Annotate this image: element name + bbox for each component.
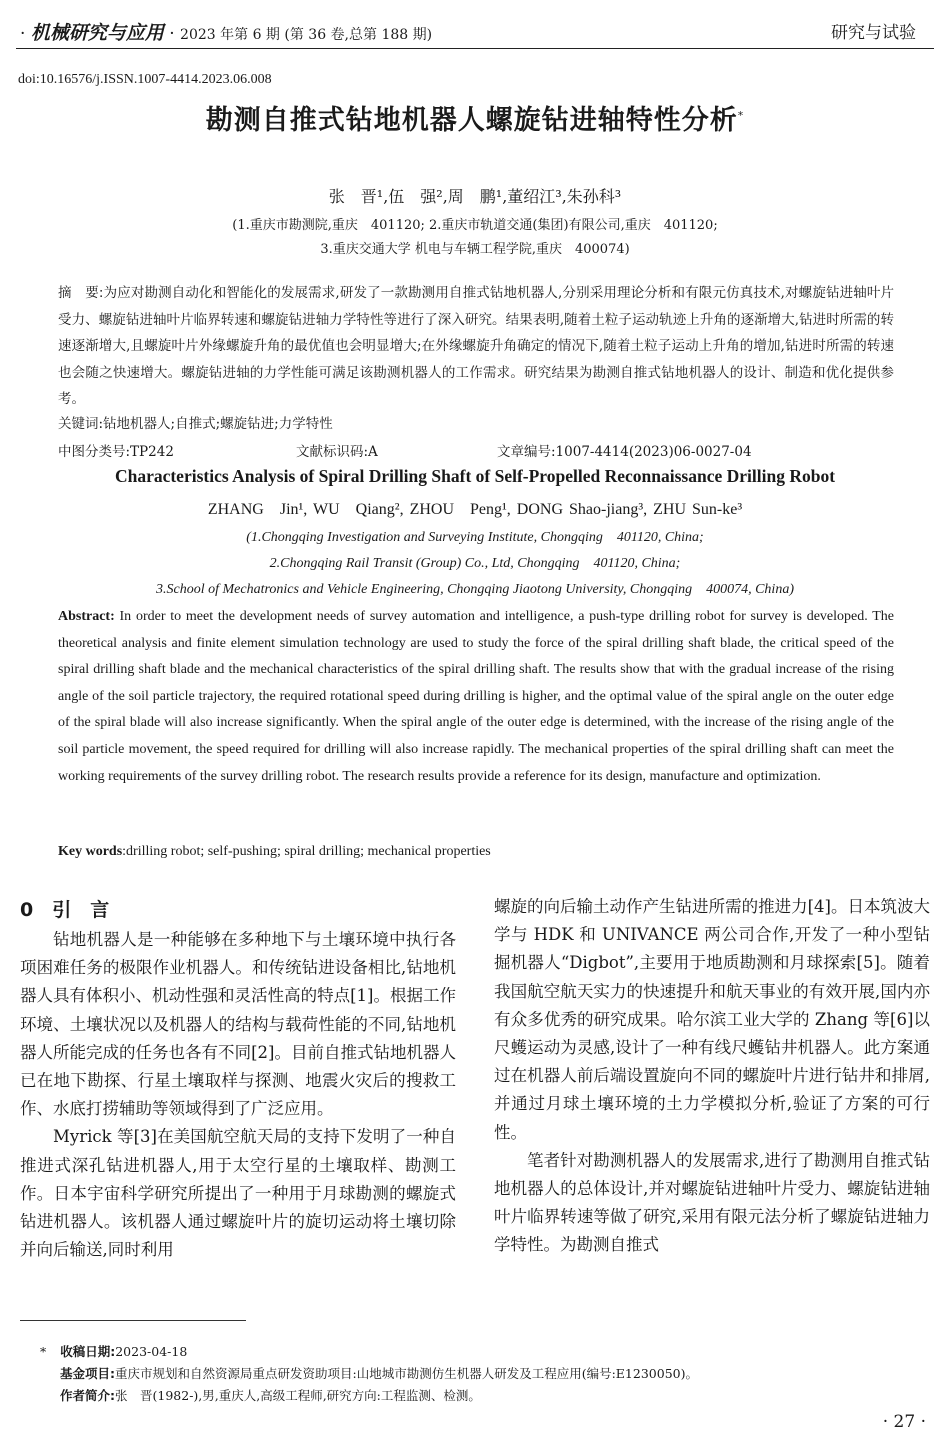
journal-header [20, 18, 432, 45]
title-cn [0, 98, 950, 137]
doi: doi:10.16576/j.ISSN.1007-4414.2023.06.008 [18, 72, 272, 87]
keywords-cn: 关键词:钻地机器人;自推式;螺旋钻进;力学特性 [58, 416, 333, 432]
article-number: 文章编号:1007-4414(2023)06-0027-04 [497, 444, 752, 460]
footnote-author [60, 1385, 698, 1407]
header-dot: · [20, 24, 26, 44]
affiliation-cn-line: (1.重庆市勘测院,重庆 401120; 2.重庆市轨道交通(集团)有限公司,重庆 401120; [232, 218, 718, 233]
footnote-fund [60, 1363, 698, 1385]
header-dot: · [169, 24, 175, 44]
paragraph: 钻地机器人是一种能够在多种地下与土壤环境中执行各项困难任务的极限作业机器人。和传统钻进设备相比,钻地机器人具有体积小、机动性强和灵活性高的特点[1]。根据工作环境、土壤状况以及机器人的结构与载荷性能的不同,钻地机器人所能完成的任务也各有不同[2]。目前自推式钻地机器人已在地下勘探、行星土壤取样与探测、地震火灾后的搜救工作、水底打捞辅助等领域得到了广泛应用。 [20, 930, 456, 1119]
fund-text: 重庆市规划和自然资源局重点研发资助项目:山地城市勘测仿生机器人研发及工程应用(编号:E1230050)。 [115, 1366, 698, 1381]
clc-number: 中图分类号:TP242 [58, 444, 174, 460]
paragraph: 螺旋的向后输土动作产生钻进所需的推进力[4]。日本筑波大学与 HDK 和 UNIVANCE 两公司合作,开发了一种小型钻掘机器人“Digbot”,主要用于地质勘测和月球探索[5]。随着我国航空航天实力的快速提升和航天事业的有效开展,国内亦有众多优秀的研究成果。哈尔滨工业大学的 Zhang 等[6]以尺蠖运动为灵感,设计了一种有线尺蠖钻井机器人。此方案通过在机器人前后端设置旋向不同的螺旋叶片进行钻井和排屑,并通过月球土壤环境的土力学模拟分析,验证了方案的可行性。 [494, 897, 930, 1142]
title-footnote-mark: * [737, 109, 745, 122]
abstract-cn-text: 为应对勘测自动化和智能化的发展需求,研发了一款勘测用自推式钻地机器人,分别采用理论分析和有限元仿真技术,对螺旋钻进轴叶片受力、螺旋钻进轴叶片临界转速和螺旋钻进轴力学特性等进行了深入研究。结果表明,随着土粒子运动轨迹上升角的逐渐增大,钻进时所需的转速逐渐增大,且螺旋叶片外缘螺旋升角的最优值也会明显增大;在外缘螺旋升角确定的情况下,随着土粒子运动上升角的增加,钻进时所需的转速也会随之快速增大。螺旋钻进轴的力学性能可满足该勘测机器人的工作需求。研究结果为勘测自推式钻地机器人的设计、制造和优化提供参考。 [58, 285, 894, 408]
title-cn-text: 勘测自推式钻地机器人螺旋钻进轴特性分析 [205, 105, 738, 136]
header-rule [16, 48, 934, 49]
affiliation-en-line: 3.School of Mechatronics and Vehicle Engineering, Chongqing Jiaotong University, Chongqing 400074, China) [156, 582, 794, 597]
footnote-star: * [40, 1344, 47, 1359]
footnote-rule [20, 1320, 246, 1321]
keywords-en-text: :drilling robot; self-pushing; spiral drilling; mechanical properties [122, 844, 491, 859]
received-date: 2023-04-18 [115, 1344, 188, 1359]
section-label: 研究与试验 [831, 23, 916, 43]
abstract-en [58, 604, 894, 790]
affiliation-en-line: (1.Chongqing Investigation and Surveying Institute, Chongqing 401120, China; [246, 530, 704, 545]
paragraph: 笔者针对勘测机器人的发展需求,进行了勘测用自推式钻地机器人的总体设计,并对螺旋钻进轴叶片受力、螺旋钻进轴叶片临界转速等做了研究,采用有限元法分析了螺旋钻进轴力学特性。为勘测自推式 [494, 1150, 930, 1255]
received-label: 收稿日期: [60, 1344, 116, 1359]
footnote-received [40, 1341, 698, 1363]
author-bio: 张 晋(1982-),男,重庆人,高级工程师,研究方向:工程监测、检测。 [115, 1388, 481, 1403]
affiliation-cn-line: 3.重庆交通大学 机电与车辆工程学院,重庆 400074) [320, 242, 630, 257]
body-column-left [20, 926, 456, 1264]
section-heading-introduction: 0 引 言 [20, 899, 110, 921]
fund-label: 基金项目: [60, 1366, 115, 1381]
affiliation-en-line: 2.Chongqing Rail Transit (Group) Co., Ltd, Chongqing 401120, China; [269, 556, 681, 571]
abstract-en-label: Abstract: [58, 609, 115, 624]
keywords-en-label: Key words [58, 844, 123, 859]
authors-en: ZHANG Jin¹, WU Qiang², ZHOU Peng¹, DONG Shao-jiang³, ZHU Sun-ke³ [207, 501, 743, 518]
abstract-cn-label: 摘 要: [58, 285, 104, 301]
journal-name: 机械研究与应用 [30, 22, 164, 44]
page-number: · 27 · [882, 1412, 926, 1432]
abstract-cn [58, 280, 894, 413]
body-column-right [494, 893, 930, 1260]
title-en: Characteristics Analysis of Spiral Drilling Shaft of Self-Propelled Reconnaissance Drilling Robot [114, 466, 836, 486]
author-label: 作者简介: [60, 1388, 115, 1403]
authors-cn: 张 晋¹,伍 强²,周 鹏¹,董绍江³,朱孙科³ [328, 187, 622, 206]
abstract-en-text: In order to meet the development needs of survey automation and intelligence, a push-type drilling robot for survey is developed. The theoretical analysis and finite element simulation technology are used to study the force of the spiral drilling shaft blade, the critical speed of the spiral drilling shaft blade and the mechanical characteristics of the spiral drilling shaft. The results show that with the gradual increase of the rising angle of the soil particle trajectory, the required rotational speed during drilling is higher, and the optimal value of the spiral angle on the outer edge of the spiral blade will also increase significantly. When the spiral angle of the outer edge is determined, with the increase of the rising angle of the soil particle movement, the speed required for drilling will also increase rapidly. The mechanical properties of the spiral drilling shaft can meet the working requirements of the survey drilling robot. The research results provide a reference for its design, manufacture and optimization. [58, 609, 894, 784]
document-code: 文献标识码:A [296, 444, 378, 460]
footnotes [40, 1341, 698, 1407]
keywords-en [58, 844, 491, 860]
paragraph: Myrick 等[3]在美国航空航天局的支持下发明了一种自推进式深孔钻进机器人,用于太空行星的土壤取样、勘测工作。日本宇宙科学研究所提出了一种用于月球勘测的螺旋式钻进机器人。该机器人通过螺旋叶片的旋切运动将土壤切除并向后输送,同时利用 [20, 1127, 456, 1260]
issue-info: 2023 年第 6 期 (第 36 卷,总第 188 期) [180, 27, 433, 43]
